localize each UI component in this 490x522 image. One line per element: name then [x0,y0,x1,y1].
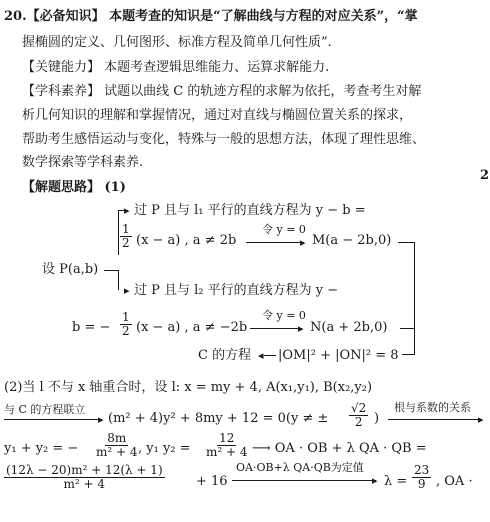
arrow-icon: ▸ [124,284,130,297]
quadratic-equation: (m² + 4)y² + 8my + 12 = 0(y ≠ ± [108,411,329,426]
fraction-8m: $\frac{8m}{\text{m² + 4}}$ [96,431,138,459]
part-two-setup: (2)当 l 不与 x 轴重合时，设 l: x = my + 4, A(x₁,y₁), B(x₂,y₂) [4,380,373,395]
set-point-p: 设 P(a,b) [42,262,99,277]
fraction-12: $\frac{12}{\text{m² + 4}}$ [206,431,248,459]
arrow-label: 令 y = 0 [262,309,306,322]
literacy-line: 【学科素养】 试题以曲线 C 的轨迹方程的求解为依托，考查考生对解 [22,84,422,99]
diagram-trunk-line-2 [118,270,119,290]
vieta-product: , y₁ y₂ = [138,441,191,456]
diagram-line-3: 过 P 且与 l₂ 平行的直线方程为 y − [134,283,339,298]
vieta-sum: y₁ + y₂ = − [4,441,79,456]
text-line: 数学探索等学科素养. [22,155,144,170]
arrow-label: 根与系数的关系 [394,401,471,414]
lambda-value: λ = [384,474,408,489]
diagram-trunk-line [118,210,119,255]
fraction-one-half: $\frac{1}{2}$ [122,222,130,250]
plus-sixteen: + 16 [196,474,228,489]
arrow-line [232,480,376,481]
bracket-n-horizontal [400,328,414,329]
arrow-icon: ▸ [478,413,484,426]
diagram-line-4a: b = − [72,320,111,335]
arrow-line [388,419,482,420]
sum-of-squares: |OM|² + |ON|² = 8 [278,348,399,363]
arrow-line [264,355,276,356]
text-line: 帮助考生感悟运动与变化，特殊与一般的思想方法，体现了理性思维、 [22,132,426,147]
equation-c: C 的方程 [198,348,252,363]
problem-number-and-knowledge: 20.【必备知识】 本题考查的知识是“了解曲线与方程的对应关系”，“掌 [4,9,418,24]
arrow-icon: ▸ [124,204,130,217]
key-ability-line: 【关键能力】 本题考查逻辑思维能力、运算求解能力. [22,60,330,75]
point-m: M(a − 2b,0) [312,233,392,248]
arrow-label: 令 y = 0 [262,223,306,236]
arrow-label: 与 C 的方程联立 [4,403,86,416]
text-line: 握椭圆的定义、几何图形、标准方程及简单几何性质”. [22,35,332,50]
fraction-one-half: $\frac{1}{2}$ [122,310,130,338]
point-n: N(a + 2b,0) [310,320,388,335]
diagram-line-2: (x − a) , a ≠ 2b [136,233,237,248]
solution-heading: 【解题思路】 (1) [22,180,126,195]
trailing-dot-product: , OA · [436,474,473,489]
arrow-line [4,419,102,420]
arrow-icon: ▸ [372,474,378,487]
text-line: 析几何知识的理解和掌握情况，通过对直线与椭圆位置关系的探求， [22,108,413,123]
diagram-line-1: 过 P 且与 l₁ 平行的直线方程为 y − b = [134,203,366,218]
arrow-label: OA·OB+λ QA·QB为定值 [236,461,364,474]
arrow-line [246,242,304,243]
bracket-m-horizontal [398,242,414,243]
arrow-icon: ▸ [98,413,104,426]
bracket-bottom [402,354,415,355]
close-paren: ) [374,411,380,426]
diagram-line-4b: (x − a) , a ≠ −2b [136,320,248,335]
bracket-vertical [414,242,415,354]
fraction-23-9: $\frac{23}{9}$ [414,463,430,491]
margin-number: 2 [480,168,490,183]
arrow-icon: ◂ [258,349,264,362]
arrow-icon: ▸ [298,322,304,335]
dot-product-expression: ⟶ OA · OB + λ QA · QB = [252,441,427,456]
arrow-line [250,328,302,329]
fraction-lambda-expression: $\frac{\text{(12λ − 20)m² + 12(λ + 1)}}{\text{m² + 4}}$ [6,463,163,491]
arrow-icon: ▸ [300,236,306,249]
fraction-sqrt2-over-2: $\frac{√2}{2}$ [351,401,367,429]
diagram-link [104,270,119,271]
